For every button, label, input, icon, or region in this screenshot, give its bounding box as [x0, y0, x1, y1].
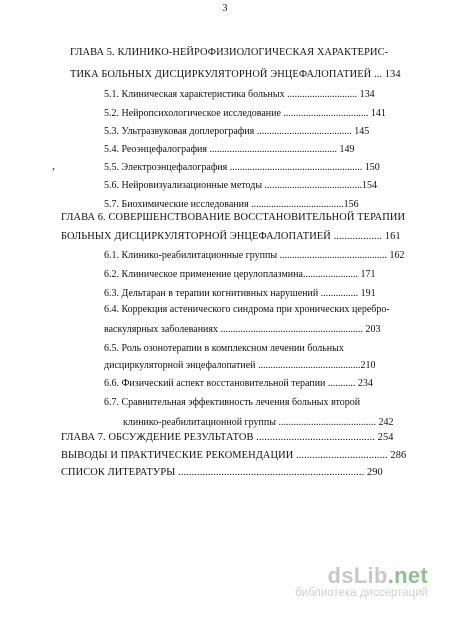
watermark-logo [328, 563, 428, 589]
watermark-subtitle: библиотека диссертаций [295, 587, 428, 599]
stray-mark: , [52, 158, 55, 172]
toc-line: ГЛАВА 5. КЛИНИКО-НЕЙРОФИЗИОЛОГИЧЕСКАЯ ХАРАКТЕРИС- [70, 47, 389, 58]
toc-line: ГЛАВА 7. ОБСУЖДЕНИЕ РЕЗУЛЬТАТОВ ............................................ 254 [61, 432, 394, 443]
toc-line: васкулярных заболеваниях ......................................................... 203 [104, 324, 381, 335]
toc-line: 6.3. Дельтаран в терапии когнитивных нарушений ............... 191 [104, 288, 376, 299]
toc-line: 5.2. Нейропсихологическое исследование .................................. 141 [104, 108, 386, 119]
watermark-logo-suffix: .net [387, 563, 428, 588]
toc-line: ТИКА БОЛЬНЫХ ДИСЦИРКУЛЯТОРНОЙ ЭНЦЕФАЛОПАТИЕЙ ... 134 [70, 69, 401, 80]
toc-line: клинико-реабилитационной группы ....................................... 242 [123, 417, 394, 428]
toc-line: 6.5. Роль озонотерапии в комплексном лечении больных [104, 343, 344, 354]
toc-line: 5.5. Электроэнцефалография ..................................................... 150 [104, 162, 380, 173]
toc-line: ГЛАВА 6. СОВЕРШЕНСТВОВАНИЕ ВОССТАНОВИТЕЛЬНОЙ ТЕРАПИИ [61, 212, 406, 223]
toc-line: 5.6. Нейровизуализационные методы .......................................154 [104, 180, 378, 191]
toc-line: 6.2. Клиническое применение церулоплазмина...................... 171 [104, 269, 376, 280]
toc-line: 6.1. Клинико-реабилитационные группы ........................................... 162 [104, 250, 405, 261]
toc-line: дисциркуляторной энцефалопатией .........................................210 [104, 360, 376, 371]
toc-line: 5.7. Биохимические исследования .....................................156 [104, 199, 359, 210]
toc-line: 5.4. Реоэнцефалография ................................................... 149 [104, 144, 355, 155]
toc-line: 5.3. Ультразвуковая доплерография ...................................... 145 [104, 126, 370, 137]
toc-line: БОЛЬНЫХ ДИСЦИРКУЛЯТОРНОЙ ЭНЦЕФАЛОПАТИЕЙ .................. 161 [61, 231, 401, 242]
toc-line: ВЫВОДЫ И ПРАКТИЧЕСКИЕ РЕКОМЕНДАЦИИ .................................. 286 [61, 450, 407, 461]
toc-line: 6.6. Физический аспект восстановительной терапии ........... 234 [104, 378, 373, 389]
toc-line: СПИСОК ЛИТЕРАТУРЫ ..................................................................... 290 [61, 467, 383, 478]
watermark [268, 563, 428, 603]
watermark-logo-prefix: dsLib [327, 563, 388, 588]
toc-line: 6.4. Коррекция астенического синдрома при хронических церебро- [104, 304, 390, 315]
toc-line: 5.1. Клиническая характеристика больных ............................ 134 [104, 89, 375, 100]
page-number: 3 [222, 3, 228, 14]
toc-line: 6.7. Сравнительная эффективность лечения больных второй [104, 397, 361, 408]
